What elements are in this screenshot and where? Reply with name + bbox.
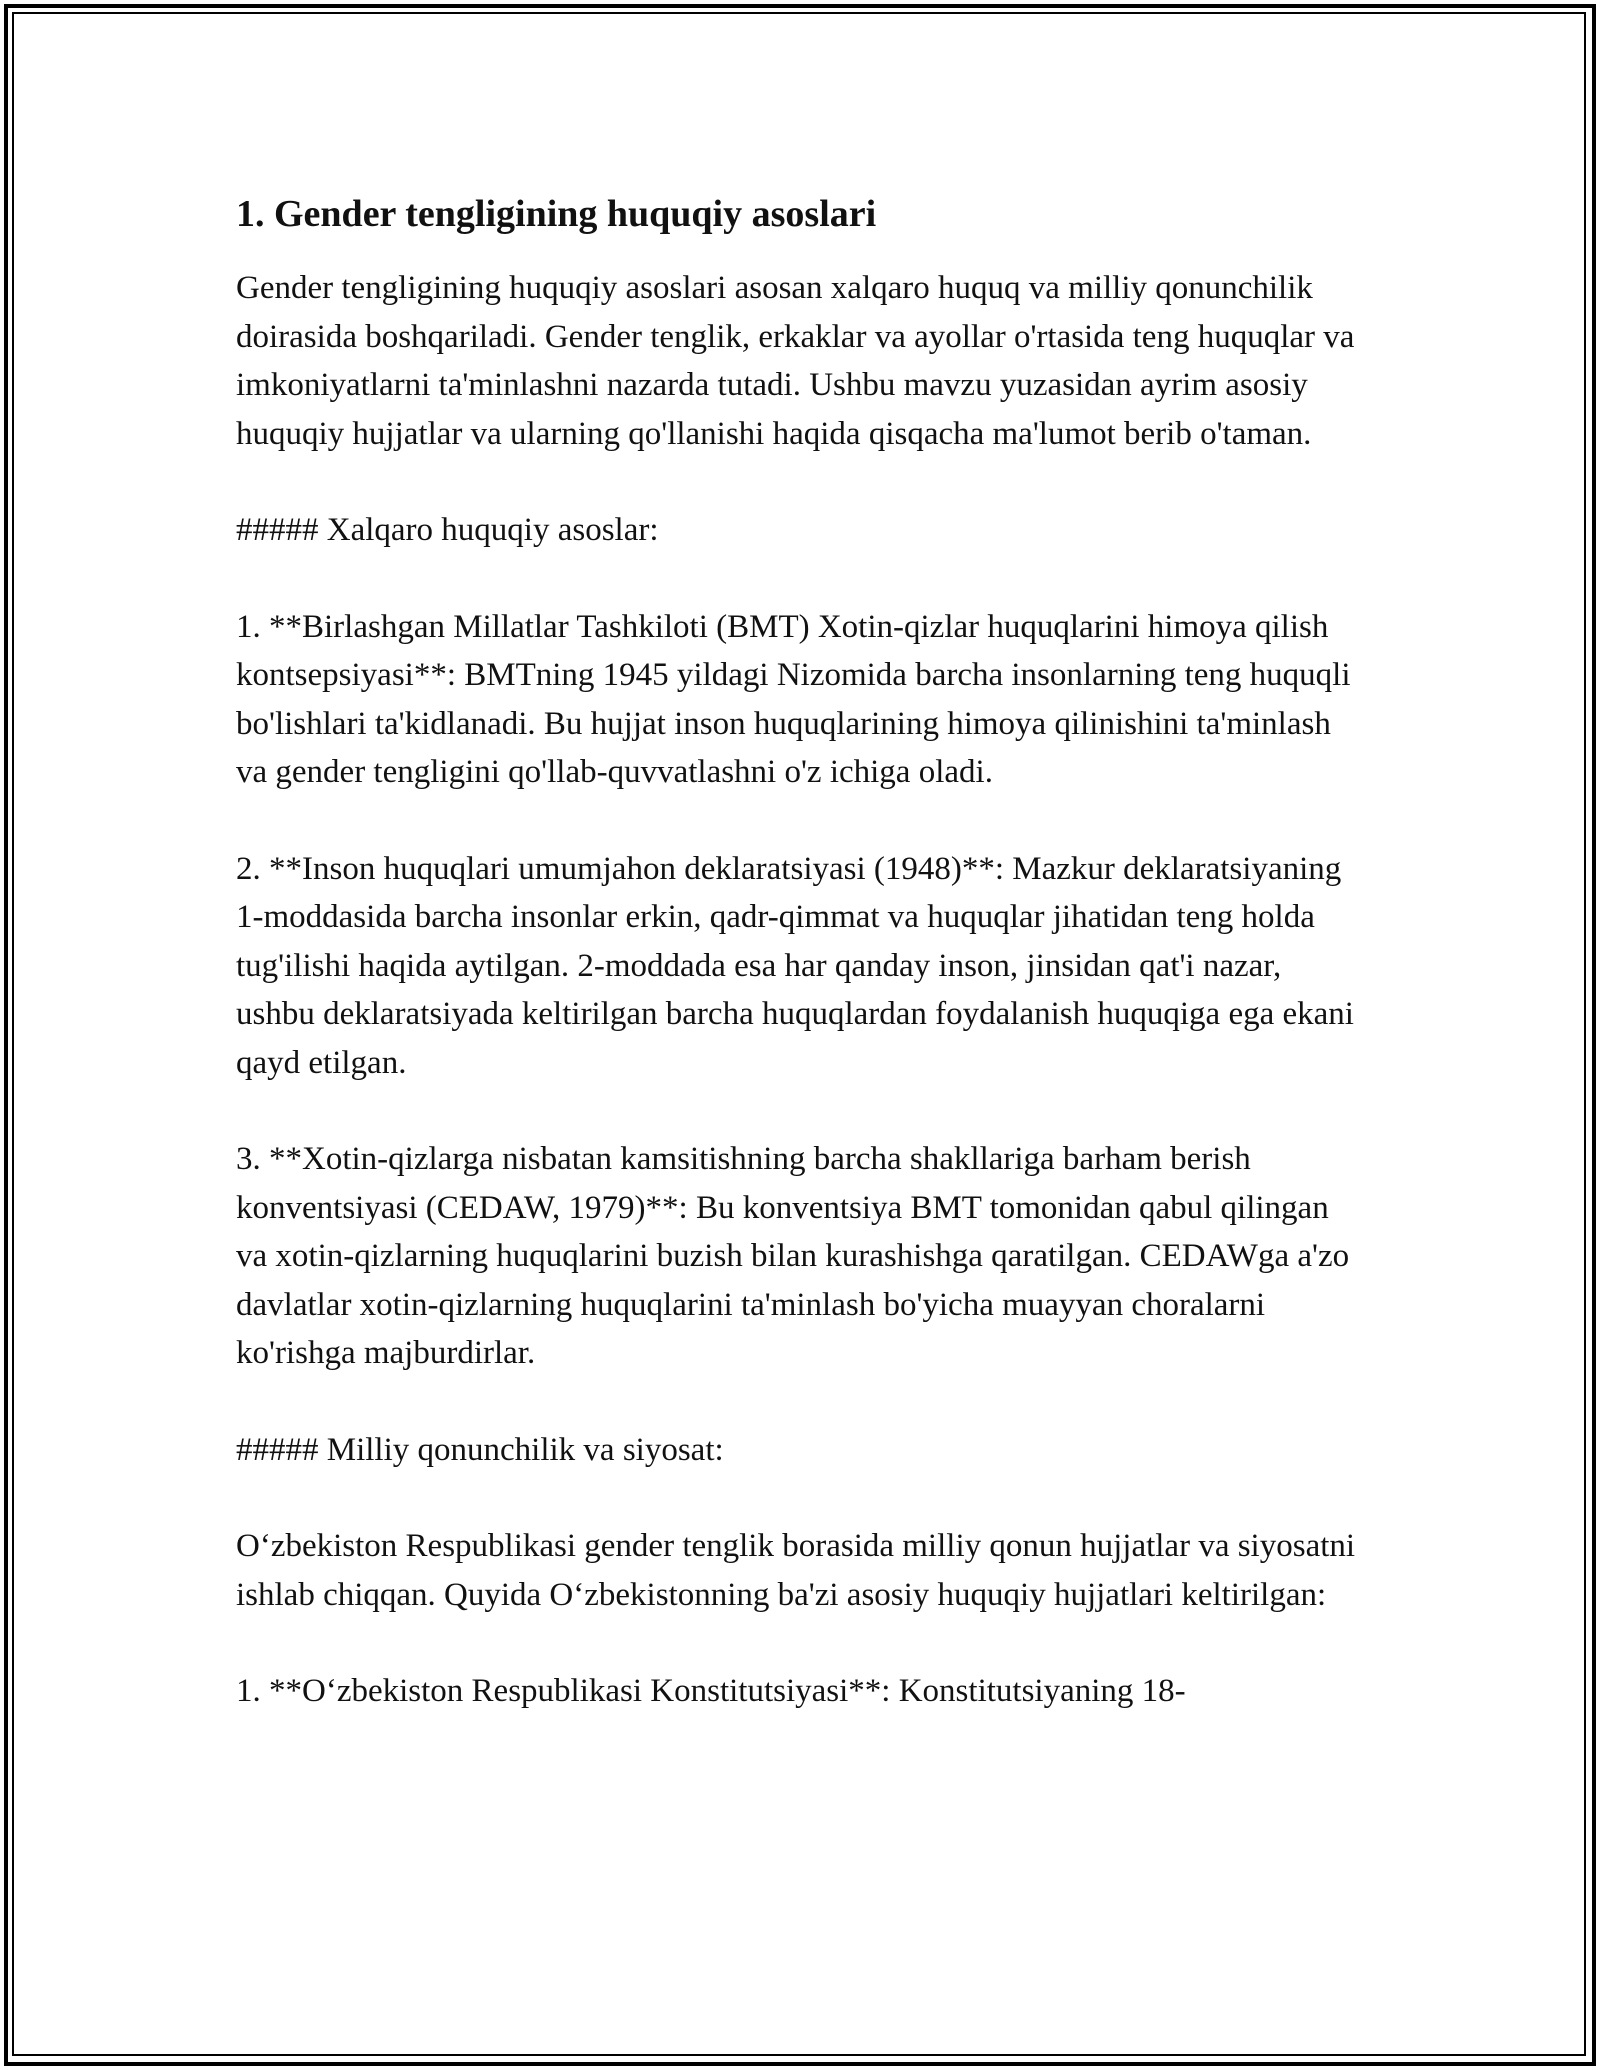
list-item-constitution: 1. **O‘zbekiston Respublikasi Konstitutsiyasi**: Konstitutsiyaning 18-: [236, 1673, 1186, 1709]
document-body: [236, 186, 1366, 1764]
document-heading: 1. Gender tengligining huquqiy asoslari: [236, 193, 877, 235]
national-section-heading: ##### Milliy qonunchilik va siyosat:: [236, 1431, 724, 1468]
international-section-heading: ##### Xalqaro huquqiy asoslar:: [236, 512, 659, 548]
list-item-declaration: 2. **Inson huquqlari umumjahon deklaratsiyasi (1948)**: Mazkur deklaratsiyaning 1-moddasida barcha insonlar erkin, qadr-qimmat va huquqlar jihatidan teng holda tug'ilishi haqida aytilgan. 2-moddada esa har qanday inson, jinsidan qat'i nazar, ushbu deklaratsiyada keltirilgan barcha huquqlardan foydalanish huquqiga ega ekani qayd etilgan.: [236, 850, 1354, 1081]
national-intro-paragraph: O‘zbekiston Respublikasi gender tenglik borasida milliy qonun hujjatlar va siyosatni ishlab chiqqan. Quyida O‘zbekistonning ba'zi asosiy huquqiy hujjatlari keltirilgan:: [236, 1528, 1356, 1613]
list-item-bmt: 1. **Birlashgan Millatlar Tashkiloti (BMT) Xotin-qizlar huquqlarini himoya qilish kontsepsiyasi**: BMTning 1945 yildagi Nizomida barcha insonlarning teng huquqli bo'lishlari ta'kidlanadi. Bu hujjat inson huquqlarining himoya qilinishini ta'minlash va gender tengligini qo'llab-quvvatlashni o'z ichiga oladi.: [236, 608, 1351, 790]
intro-paragraph: Gender tengligining huquqiy asoslari asosan xalqaro huquq va milliy qonunchilik doirasida boshqariladi. Gender tenglik, erkaklar va ayollar o'rtasida teng huquqlar va imkoniyatlarni ta'minlashni nazarda tutadi. Ushbu mavzu yuzasidan ayrim asosiy huquqiy hujjatlar va ularning qo'llanishi haqida qisqacha ma'lumot berib o'taman.: [236, 270, 1355, 452]
list-item-cedaw: 3. **Xotin-qizlarga nisbatan kamsitishning barcha shakllariga barham berish konventsiyasi (CEDAW, 1979)**: Bu konventsiya BMT tomonidan qabul qilingan va xotin-qizlarning huquqlarini buzish bilan kurashishga qaratilgan. CEDAWga a'zo davlatlar xotin-qizlarning huquqlarini ta'minlash bo'yicha muayyan choralarni ko'rishga majburdirlar.: [236, 1141, 1350, 1371]
